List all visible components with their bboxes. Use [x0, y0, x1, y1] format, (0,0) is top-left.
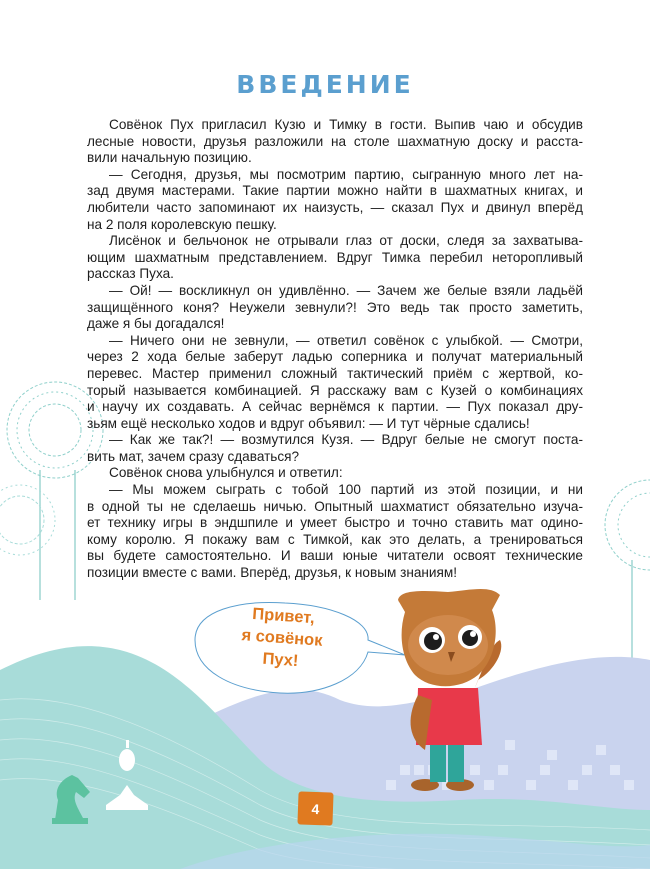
text-line: в одной ты не сделаешь ничью. Опытный шахматист обязательно изуча- [87, 498, 583, 514]
text-line: ет технику игры в эндшпиле и умеет быстро и точно ставить мат одино- [87, 515, 583, 531]
paragraph [87, 333, 583, 433]
paragraph [87, 465, 583, 482]
text-line: рассказ Пуха. [87, 266, 174, 282]
text-line: на 2 поля королевскую пешку. [87, 216, 277, 232]
text-line: ющим шахматным представлением. Вдруг Тимка перебил неторопливый [87, 249, 583, 265]
text-line: — Как же так?! — возмутился Кузя. — Вдруг белые не смогут поста- [109, 432, 583, 448]
text-line: вить мат, зачем сразу сдаваться? [87, 448, 300, 464]
text-line: вы будете самостоятельно. И ваши юные читатели освоят технические [87, 548, 583, 564]
text-line: Совёнок снова улыбнулся и ответил: [109, 465, 343, 481]
text-line: любители часто запоминают их наизусть, — сказал Пух и двинул вперёд [87, 199, 583, 215]
text-line: зад двумя мастерами. Такие партии можно найти в шахматных книгах, и [87, 183, 583, 199]
speech-line: Пух! [261, 649, 300, 671]
text-line: торый называется комбинацией. Я расскажу вам с Кузей о комбинациях [87, 382, 583, 398]
paragraph [87, 117, 583, 167]
speech-bubble-text [220, 601, 344, 675]
text-line: кому королю. Я покажу вам с Тимкой, как это делать, а тренироваться [87, 531, 583, 547]
paragraph [87, 233, 583, 283]
page-number: 4 [297, 791, 333, 825]
speech-line: я совёнок [240, 626, 324, 650]
story-text [87, 117, 583, 582]
text-line: — Сегодня, друзья, мы посмотрим партию, сыгранную много лет на- [109, 166, 583, 182]
text-line: через 2 хода белые заберут ладью соперника и получат материальный [87, 349, 583, 365]
text-line: даже я бы догадался! [87, 316, 225, 332]
paragraph [87, 283, 583, 333]
text-line: — Ничего они не зевнули, — ответил совёнок с улыбкой. — Смотри, [109, 332, 583, 348]
text-line: — Мы можем сыграть с тобой 100 партий из этой позиции, и ни [109, 482, 583, 498]
paragraph [87, 482, 583, 582]
text-line: защищённого коня? Неужели зевнули?! Это ведь так просто заметить, [87, 299, 583, 315]
text-line: Совёнок Пух пригласил Кузю и Тимку в гости. Выпив чаю и обсудив [109, 117, 583, 132]
text-line: — Ой! — воскликнул он удивлённо. — Зачем же белые взяли ладьёй [109, 282, 583, 298]
text-line: и научу их создавать. А сейчас вернёмся к партии. — Пух показал дру- [87, 399, 583, 415]
tree-right [605, 480, 650, 660]
text-line: перевес. Мастер применил сложный тактический приём с жертвой, ко- [87, 365, 583, 381]
speech-line: Привет, [251, 604, 316, 628]
text-line: лесные новости, друзья разложили на столе шахматную доску и расста- [87, 133, 583, 149]
page-title: ВВЕДЕНИЕ [236, 70, 414, 99]
text-line: Лисёнок и бельчонок не отрывали глаз от доски, следя за захватыва- [109, 233, 583, 249]
paragraph [87, 167, 583, 233]
text-line: позиции вместе с вами. Вперёд, друзья, к новым знаниям! [87, 565, 457, 581]
text-line: зьям ещё несколько ходов и вдруг объявил: — И тут чёрные сдались! [87, 415, 530, 431]
text-line: вили начальную позицию. [87, 150, 252, 166]
paragraph [87, 432, 583, 465]
